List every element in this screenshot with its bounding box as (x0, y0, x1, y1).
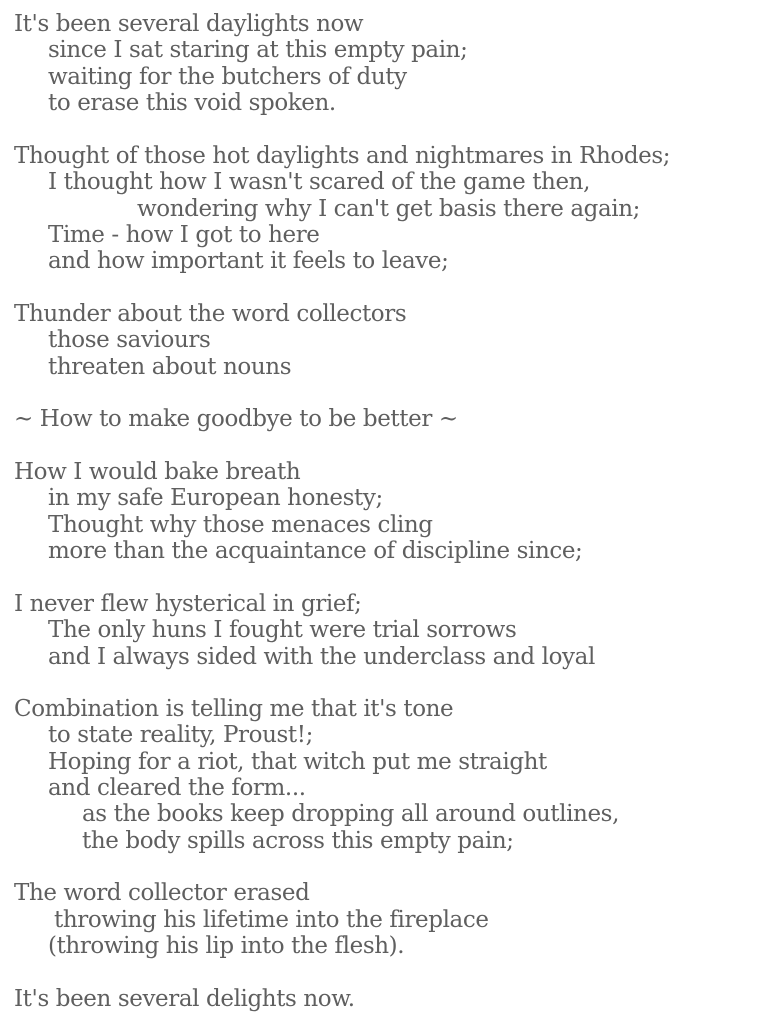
poem-line: to erase this void spoken. (48, 90, 336, 116)
poem-line: the body spills across this empty pain; (82, 828, 514, 854)
poem-line: Hoping for a riot, that witch put me straight (48, 749, 547, 775)
poem-line: Time - how I got to here (48, 222, 320, 248)
poem-line: The word collector erased (14, 880, 310, 906)
poem-line: I never flew hysterical in grief; (14, 591, 362, 617)
poem-line: ~ How to make goodbye to be better ~ (14, 406, 458, 432)
poem-line: Thunder about the word collectors (14, 301, 407, 327)
poem-line: Combination is telling me that it's tone (14, 696, 454, 722)
poem-line: Thought why those menaces cling (48, 512, 433, 538)
poem-line: It's been several daylights now (14, 11, 364, 37)
poem-line: as the books keep dropping all around outlines, (82, 801, 619, 827)
poem-line: in my safe European honesty; (48, 485, 383, 511)
poem-line: and cleared the form... (48, 775, 306, 801)
poem-line: The only huns I fought were trial sorrows (48, 617, 517, 643)
poem-line: threaten about nouns (48, 354, 292, 380)
poem-line: I thought how I wasn't scared of the game then, (48, 169, 590, 195)
poem-line: and I always sided with the underclass and loyal (48, 644, 595, 670)
poem-line: wondering why I can't get basis there again; (137, 196, 641, 222)
poem-line: those saviours (48, 327, 211, 353)
poem-line: It's been several delights now. (14, 986, 355, 1012)
poem-line: How I would bake breath (14, 459, 301, 485)
poem-line: more than the acquaintance of discipline since; (48, 538, 583, 564)
poem-line: (throwing his lip into the flesh). (48, 933, 405, 959)
poem-line: since I sat staring at this empty pain; (48, 37, 468, 63)
poem-line: and how important it feels to leave; (48, 248, 449, 274)
poem-line: to state reality, Proust!; (48, 722, 313, 748)
poem-line: throwing his lifetime into the fireplace (54, 907, 489, 933)
poem-line: Thought of those hot daylights and nightmares in Rhodes; (14, 143, 671, 169)
poem-line: waiting for the butchers of duty (48, 64, 407, 90)
